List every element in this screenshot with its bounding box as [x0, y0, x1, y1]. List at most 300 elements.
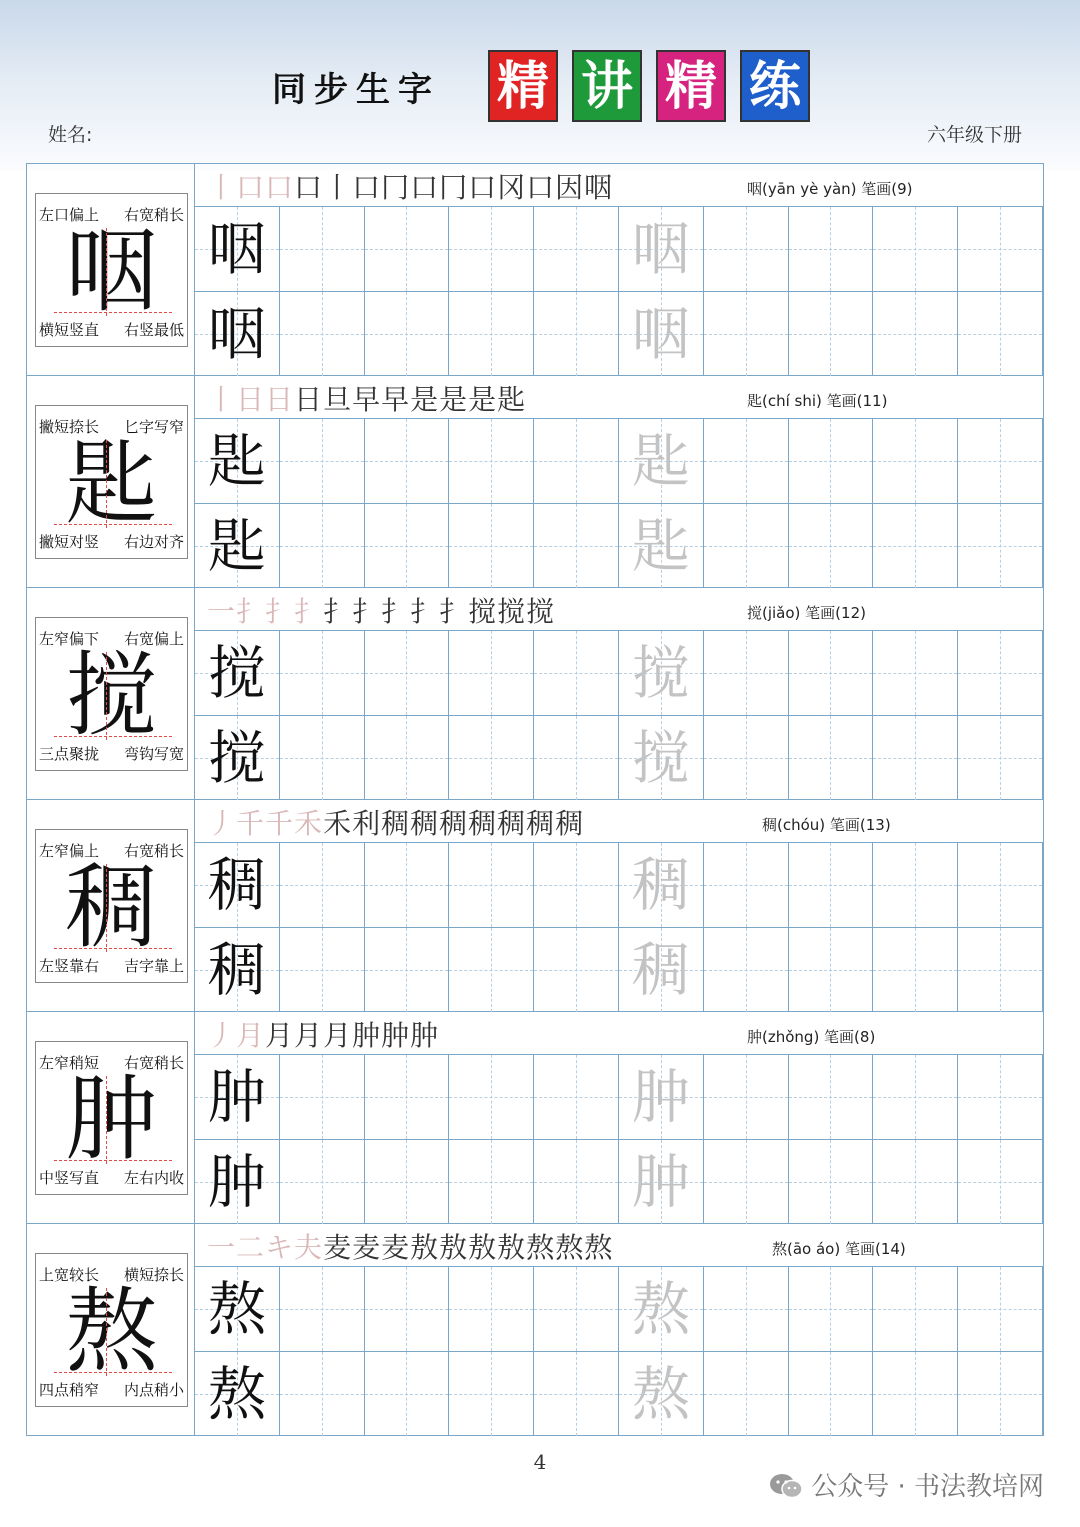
stroke-step: 咽: [584, 171, 614, 204]
stroke-order: [207, 594, 555, 630]
writing-tip: 左右内收: [123, 1169, 184, 1187]
practice-cell[interactable]: [789, 715, 874, 800]
guide-line: [54, 736, 172, 737]
practice-cell[interactable]: [280, 1139, 365, 1224]
writing-tip: 撇短捺长: [39, 418, 100, 436]
practice-cell[interactable]: [449, 206, 534, 291]
practice-grid: [195, 1266, 1043, 1436]
stroke-step: 早: [352, 383, 382, 416]
practice-cell[interactable]: [958, 418, 1043, 503]
stroke-step: 口冂: [352, 171, 411, 204]
stroke-step: 口: [265, 171, 295, 204]
practice-cell[interactable]: [704, 927, 789, 1012]
guide-line: [106, 652, 107, 740]
stroke-step: 搅: [526, 595, 556, 628]
title-badge-4: 练: [740, 50, 810, 122]
practice-cell[interactable]: [280, 1266, 365, 1351]
stroke-step: 月: [236, 1019, 266, 1052]
practice-cell[interactable]: [195, 1054, 280, 1139]
trace-char: 匙: [631, 512, 690, 580]
practice-cell[interactable]: [365, 715, 450, 800]
sample-char: 匙: [207, 427, 266, 495]
practice-cell[interactable]: [619, 503, 704, 588]
guide-line: [54, 1160, 172, 1161]
stroke-step: 敖: [468, 1231, 498, 1264]
stroke-step: 丨: [207, 171, 237, 204]
practice-cell[interactable]: [195, 842, 280, 927]
writing-tip: 右宽偏上: [123, 630, 184, 648]
char-section-2: [27, 376, 1043, 588]
stroke-step: 扌: [236, 595, 266, 628]
stroke-step: 口冂: [410, 171, 469, 204]
name-label: 姓名:: [48, 124, 93, 146]
writing-tip: 四点稍窄: [39, 1381, 100, 1399]
stroke-step: 早: [381, 383, 411, 416]
practice-cell[interactable]: [195, 418, 280, 503]
grade-label: 六年级下册: [926, 124, 1022, 146]
sample-char: 熬: [207, 1360, 266, 1428]
practice-grid: [195, 630, 1043, 800]
char-card-column: [27, 1224, 195, 1435]
practice-cell[interactable]: [365, 1054, 450, 1139]
practice-cell[interactable]: [873, 630, 958, 715]
practice-cell[interactable]: [873, 418, 958, 503]
trace-char: 肿: [631, 1063, 690, 1131]
practice-cell[interactable]: [958, 630, 1043, 715]
stroke-step: 扌: [381, 595, 411, 628]
writing-tip: 右宽稍长: [123, 1054, 184, 1072]
sample-char: 咽: [207, 300, 266, 368]
stroke-step: キ: [265, 1231, 295, 1264]
practice-cell[interactable]: [958, 1266, 1043, 1351]
sample-char: 肿: [207, 1148, 266, 1216]
stroke-step: 麦: [352, 1231, 382, 1264]
practice-cell[interactable]: [619, 1351, 704, 1436]
char-card-column: [27, 588, 195, 799]
writing-tip: 三点聚拢: [39, 745, 100, 763]
stroke-step: 麦: [381, 1231, 411, 1264]
practice-cell[interactable]: [534, 630, 619, 715]
practice-cell[interactable]: [195, 503, 280, 588]
practice-cell[interactable]: [365, 842, 450, 927]
practice-cell[interactable]: [704, 1139, 789, 1224]
practice-cell[interactable]: [365, 630, 450, 715]
stroke-step: 是: [468, 383, 498, 416]
stroke-step: 旦: [323, 383, 353, 416]
practice-cell[interactable]: [873, 842, 958, 927]
stroke-step: 搅: [497, 595, 527, 628]
practice-cell[interactable]: [704, 1054, 789, 1139]
practice-cell[interactable]: [534, 1054, 619, 1139]
stroke-step: 是: [410, 383, 440, 416]
stroke-step: 稠: [555, 807, 585, 840]
practice-cell[interactable]: [195, 1139, 280, 1224]
practice-cell[interactable]: [195, 630, 280, 715]
stroke-step: 敖: [439, 1231, 469, 1264]
practice-cell[interactable]: [704, 715, 789, 800]
trace-char: 肿: [631, 1148, 690, 1216]
sample-char: 搅: [207, 639, 266, 707]
stroke-step: 千: [265, 807, 295, 840]
writing-tip: 左竖靠右: [39, 957, 100, 975]
stroke-step: 千: [236, 807, 266, 840]
writing-tip: 左窄稍短: [39, 1054, 100, 1072]
practice-cell[interactable]: [280, 503, 365, 588]
stroke-step: 肿: [381, 1019, 411, 1052]
practice-cell[interactable]: [449, 842, 534, 927]
stroke-step: 口丨: [294, 171, 353, 204]
practice-cell[interactable]: [619, 927, 704, 1012]
title-badge-1: 精: [488, 50, 558, 122]
stroke-step: 匙: [497, 383, 527, 416]
stroke-step: 月: [323, 1019, 353, 1052]
char-card-column: [27, 1012, 195, 1223]
practice-cell[interactable]: [619, 418, 704, 503]
practice-cell[interactable]: [958, 503, 1043, 588]
practice-cell[interactable]: [449, 291, 534, 376]
writing-tip: 吉字靠上: [123, 957, 184, 975]
stroke-step: 熬: [584, 1231, 614, 1264]
practice-cell[interactable]: [449, 418, 534, 503]
practice-cell[interactable]: [534, 1139, 619, 1224]
practice-grid: [195, 418, 1043, 588]
char-info: 稠(chóu) 笔画(13): [762, 816, 891, 834]
stroke-step: 稠: [526, 807, 556, 840]
stroke-order: [207, 1018, 439, 1054]
practice-cell[interactable]: [534, 1266, 619, 1351]
stroke-step: 一: [207, 595, 237, 628]
practice-cell[interactable]: [534, 206, 619, 291]
char-card: [35, 1253, 188, 1407]
model-char: 肿: [65, 1066, 158, 1173]
practice-cell[interactable]: [280, 291, 365, 376]
practice-grid: [195, 206, 1043, 376]
practice-cell[interactable]: [365, 1351, 450, 1436]
practice-cell[interactable]: [704, 418, 789, 503]
page-title: 同步生字: [272, 70, 440, 110]
stroke-step: 日: [294, 383, 324, 416]
practice-cell[interactable]: [534, 927, 619, 1012]
stroke-step: 丨: [207, 383, 237, 416]
practice-cell[interactable]: [195, 927, 280, 1012]
writing-tip: 横短捺长: [123, 1266, 184, 1284]
writing-tip: 左口偏上: [39, 206, 100, 224]
practice-cell[interactable]: [195, 1266, 280, 1351]
guide-line: [106, 440, 107, 528]
practice-cell[interactable]: [958, 1351, 1043, 1436]
practice-cell[interactable]: [873, 1351, 958, 1436]
char-card: [35, 193, 188, 347]
writing-tip: 右竖最低: [123, 321, 184, 339]
stroke-step: 丿: [207, 807, 237, 840]
char-info: 搅(jiǎo) 笔画(12): [747, 604, 866, 622]
practice-cell[interactable]: [789, 503, 874, 588]
practice-cell[interactable]: [534, 291, 619, 376]
practice-cell[interactable]: [958, 842, 1043, 927]
practice-cell[interactable]: [449, 927, 534, 1012]
practice-cell[interactable]: [280, 630, 365, 715]
char-card: [35, 1041, 188, 1195]
practice-cell[interactable]: [195, 1351, 280, 1436]
practice-cell[interactable]: [449, 1351, 534, 1436]
char-section-6: [27, 1224, 1043, 1436]
practice-cell[interactable]: [873, 1139, 958, 1224]
stroke-step: 利: [352, 807, 382, 840]
practice-cell[interactable]: [449, 630, 534, 715]
practice-cell[interactable]: [789, 1139, 874, 1224]
writing-tip: 弯钩写宽: [123, 745, 184, 763]
practice-cell[interactable]: [534, 1351, 619, 1436]
char-card: [35, 405, 188, 559]
practice-cell[interactable]: [704, 1266, 789, 1351]
char-info: 匙(chí shi) 笔画(11): [747, 392, 888, 410]
stroke-step: 稠: [410, 807, 440, 840]
practice-cell[interactable]: [449, 1139, 534, 1224]
stroke-step: 扌: [323, 595, 353, 628]
char-card: [35, 829, 188, 983]
page-number: 4: [533, 1450, 547, 1474]
stroke-order: [207, 806, 584, 842]
stroke-step: 敖: [410, 1231, 440, 1264]
practice-cell[interactable]: [873, 1266, 958, 1351]
char-section-5: [27, 1012, 1043, 1224]
stroke-step: 丿: [207, 1019, 237, 1052]
practice-cell[interactable]: [958, 291, 1043, 376]
trace-char: 稠: [631, 851, 690, 919]
writing-tip: 右宽稍长: [123, 206, 184, 224]
practice-cell[interactable]: [704, 291, 789, 376]
practice-cell[interactable]: [619, 1139, 704, 1224]
sample-char: 肿: [207, 1063, 266, 1131]
stroke-step: 月: [294, 1019, 324, 1052]
guide-line: [54, 948, 172, 949]
char-info: 肿(zhǒng) 笔画(8): [747, 1028, 876, 1046]
practice-cell[interactable]: [789, 1351, 874, 1436]
trace-char: 搅: [631, 724, 690, 792]
stroke-step: 搅: [468, 595, 498, 628]
trace-char: 熬: [631, 1275, 690, 1343]
practice-cell[interactable]: [873, 291, 958, 376]
practice-cell[interactable]: [789, 842, 874, 927]
practice-cell[interactable]: [704, 503, 789, 588]
practice-cell[interactable]: [449, 503, 534, 588]
stroke-step: 口: [236, 171, 266, 204]
stroke-step: 稠: [468, 807, 498, 840]
practice-cell[interactable]: [280, 842, 365, 927]
sample-char: 匙: [207, 512, 266, 580]
writing-tip: 撇短对竖: [39, 533, 100, 551]
stroke-step: 扌: [265, 595, 295, 628]
trace-char: 稠: [631, 936, 690, 1004]
practice-cell[interactable]: [619, 630, 704, 715]
practice-cell[interactable]: [449, 715, 534, 800]
stroke-step: 夫: [294, 1231, 324, 1264]
writing-tip: 中竖写直: [39, 1169, 100, 1187]
trace-char: 咽: [631, 215, 690, 283]
practice-cell[interactable]: [789, 291, 874, 376]
practice-cell[interactable]: [449, 1054, 534, 1139]
stroke-step: 肿: [352, 1019, 382, 1052]
stroke-step: 日: [236, 383, 266, 416]
char-info: 咽(yān yè yàn) 笔画(9): [747, 180, 913, 198]
stroke-step: 熬: [555, 1231, 585, 1264]
practice-cell[interactable]: [195, 715, 280, 800]
model-char: 稠: [65, 854, 158, 961]
writing-tip: 右宽稍长: [123, 842, 184, 860]
trace-char: 匙: [631, 427, 690, 495]
practice-cell[interactable]: [958, 927, 1043, 1012]
practice-cell[interactable]: [365, 927, 450, 1012]
stroke-step: 禾: [323, 807, 353, 840]
guide-line: [106, 864, 107, 952]
practice-cell[interactable]: [789, 1266, 874, 1351]
practice-cell[interactable]: [619, 291, 704, 376]
practice-cell[interactable]: [704, 630, 789, 715]
char-card: [35, 617, 188, 771]
practice-cell[interactable]: [789, 1054, 874, 1139]
practice-cell[interactable]: [534, 418, 619, 503]
char-info: 熬(āo áo) 笔画(14): [772, 1240, 906, 1258]
practice-cell[interactable]: [280, 1351, 365, 1436]
model-char: 搅: [65, 642, 158, 749]
char-section-3: [27, 588, 1043, 800]
practice-cell[interactable]: [789, 630, 874, 715]
practice-cell[interactable]: [958, 715, 1043, 800]
stroke-order: [207, 170, 613, 206]
sample-char: 稠: [207, 936, 266, 1004]
model-char: 咽: [65, 218, 158, 325]
guide-line: [106, 228, 107, 316]
practice-cell[interactable]: [789, 927, 874, 1012]
practice-cell[interactable]: [365, 291, 450, 376]
stroke-step: 稠: [381, 807, 411, 840]
trace-char: 熬: [631, 1360, 690, 1428]
trace-char: 咽: [631, 300, 690, 368]
practice-cell[interactable]: [958, 1139, 1043, 1224]
practice-cell[interactable]: [873, 503, 958, 588]
practice-cell[interactable]: [619, 1054, 704, 1139]
char-section-4: [27, 800, 1043, 1012]
wechat-icon: [769, 1473, 803, 1499]
writing-tip: 内点稍小: [123, 1381, 184, 1399]
practice-sheet: [26, 163, 1044, 1436]
practice-cell[interactable]: [958, 1054, 1043, 1139]
practice-cell[interactable]: [704, 842, 789, 927]
stroke-step: 口因: [526, 171, 585, 204]
sample-char: 咽: [207, 215, 266, 283]
title-badge-2: 讲: [572, 50, 642, 122]
practice-cell[interactable]: [534, 715, 619, 800]
practice-cell[interactable]: [280, 418, 365, 503]
model-char: 熬: [65, 1278, 158, 1385]
stroke-step: 是: [439, 383, 469, 416]
model-char: 匙: [65, 430, 158, 537]
stroke-step: 肿: [410, 1019, 440, 1052]
sample-char: 搅: [207, 724, 266, 792]
practice-cell[interactable]: [365, 1139, 450, 1224]
practice-cell[interactable]: [365, 418, 450, 503]
guide-line: [54, 1372, 172, 1373]
char-card-column: [27, 376, 195, 587]
writing-tip: 横短竖直: [39, 321, 100, 339]
char-section-1: [27, 164, 1043, 376]
practice-cell[interactable]: [280, 1054, 365, 1139]
stroke-step: 稠: [497, 807, 527, 840]
practice-cell[interactable]: [958, 206, 1043, 291]
guide-line: [106, 1076, 107, 1164]
stroke-step: 一: [207, 1231, 237, 1264]
writing-tip: 匕字写窄: [123, 418, 184, 436]
practice-grid: [195, 842, 1043, 1012]
char-card-column: [27, 164, 195, 375]
stroke-step: 扌: [410, 595, 440, 628]
title-badge-3: 精: [656, 50, 726, 122]
stroke-step: 稠: [439, 807, 469, 840]
char-card-column: [27, 800, 195, 1011]
sample-char: 稠: [207, 851, 266, 919]
practice-cell[interactable]: [365, 206, 450, 291]
guide-line: [106, 1288, 107, 1376]
writing-tip: 右边对齐: [123, 533, 184, 551]
stroke-step: 扌: [294, 595, 324, 628]
stroke-step: 二: [236, 1231, 266, 1264]
practice-cell[interactable]: [365, 503, 450, 588]
watermark: 公众号 · 书法教培网: [769, 1466, 1044, 1503]
stroke-step: 麦: [323, 1231, 353, 1264]
practice-cell[interactable]: [873, 927, 958, 1012]
stroke-order: [207, 382, 526, 418]
practice-cell[interactable]: [195, 291, 280, 376]
practice-cell[interactable]: [619, 206, 704, 291]
writing-tip: 左窄偏下: [39, 630, 100, 648]
sample-char: 熬: [207, 1275, 266, 1343]
practice-cell[interactable]: [195, 206, 280, 291]
writing-tip: 上宽较长: [39, 1266, 100, 1284]
practice-cell[interactable]: [365, 1266, 450, 1351]
practice-cell[interactable]: [449, 1266, 534, 1351]
practice-cell[interactable]: [619, 842, 704, 927]
practice-cell[interactable]: [619, 1266, 704, 1351]
stroke-step: 熬: [526, 1231, 556, 1264]
guide-line: [54, 312, 172, 313]
stroke-step: 口冈: [468, 171, 527, 204]
stroke-step: 敖: [497, 1231, 527, 1264]
practice-cell[interactable]: [873, 1054, 958, 1139]
writing-tip: 左窄偏上: [39, 842, 100, 860]
trace-char: 搅: [631, 639, 690, 707]
practice-cell[interactable]: [789, 206, 874, 291]
practice-grid: [195, 1054, 1043, 1224]
stroke-step: 日: [265, 383, 295, 416]
stroke-step: 扌: [439, 595, 469, 628]
practice-cell[interactable]: [704, 206, 789, 291]
practice-cell[interactable]: [873, 206, 958, 291]
practice-cell[interactable]: [873, 715, 958, 800]
practice-cell[interactable]: [534, 842, 619, 927]
practice-cell[interactable]: [704, 1351, 789, 1436]
stroke-step: 扌: [352, 595, 382, 628]
stroke-step: 禾: [294, 807, 324, 840]
practice-cell[interactable]: [280, 927, 365, 1012]
stroke-order: [207, 1230, 613, 1266]
practice-cell[interactable]: [280, 206, 365, 291]
practice-cell[interactable]: [789, 418, 874, 503]
guide-line: [54, 524, 172, 525]
practice-cell[interactable]: [280, 715, 365, 800]
practice-cell[interactable]: [619, 715, 704, 800]
practice-cell[interactable]: [534, 503, 619, 588]
stroke-step: 月: [265, 1019, 295, 1052]
